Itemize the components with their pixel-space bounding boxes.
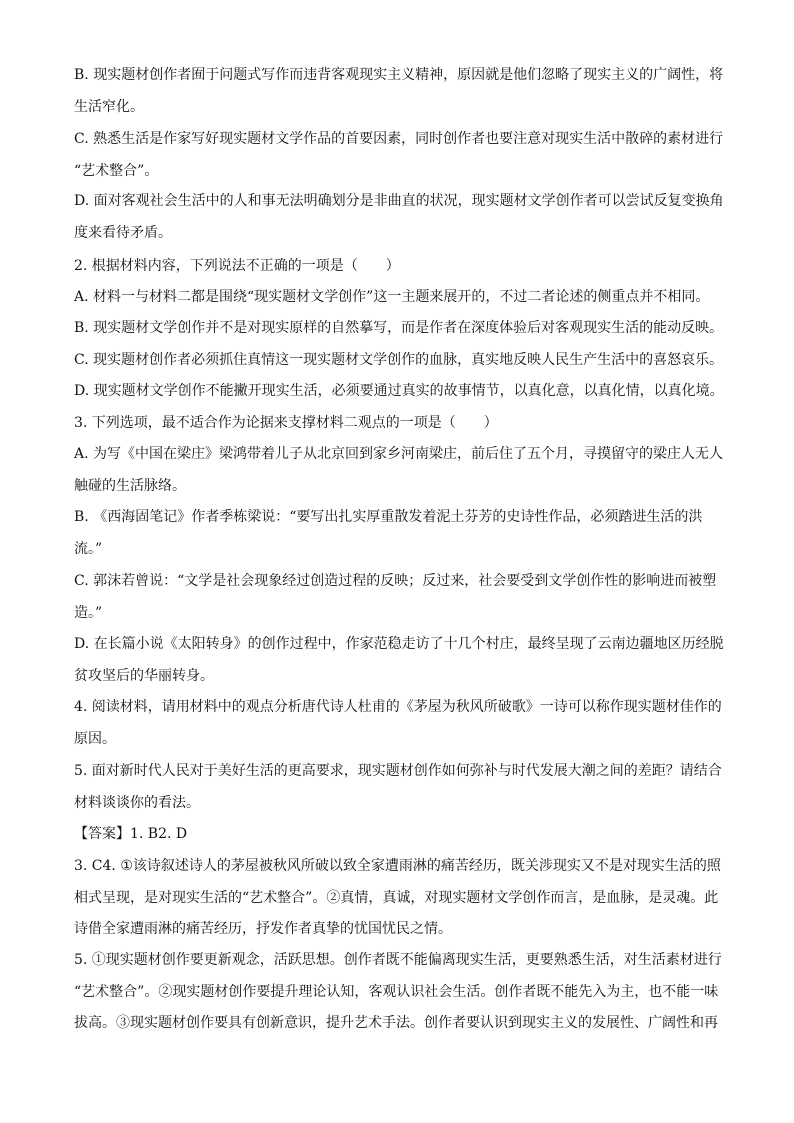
paragraph-q1-option-c: [74, 124, 724, 187]
text-line: “艺术整合”。②现实题材创作要提升理论认知，客观认识社会生活。创作者既不能先入为主，也不能一味: [74, 983, 719, 1000]
text-line: D. 面对客观社会生活中的人和事无法明确划分是非曲直的状况，现实题材文学创作者可以尝试反复变换角: [74, 193, 724, 209]
paragraph-answer-1-2: [74, 819, 724, 851]
text-line: 材料谈谈你的看法。: [74, 794, 200, 811]
text-line: 生活窄化。: [74, 98, 144, 115]
text-line: C. 现实题材创作者必须抓住真情这一现实题材文学创作的血脉，真实地反映人民生产生活中的喜怒哀乐。: [74, 352, 724, 368]
paragraph-q2-option-b: [74, 313, 724, 345]
text-line: 3. C4. ①该诗叙述诗人的茅屋被秋风所破以致全家遭雨淋的痛苦经历，既关涉现实又不是对现实生活的照: [74, 858, 721, 874]
paragraph-q3-option-c: [74, 566, 724, 629]
paragraph-q4-stem: [74, 692, 724, 755]
paragraph-q1-option-d: [74, 186, 724, 249]
text-line: 诗借全家遭雨淋的痛苦经历，抒发作者真挚的忧国忧民之情。: [74, 921, 452, 937]
text-line: 触碰的生活脉络。: [74, 477, 186, 494]
text-line: B. 现实题材文学创作并不是对现实原样的自然摹写，而是作者在深度体验后对客观现实生活的能动反映。: [74, 320, 724, 336]
text-line: B. 现实题材创作者囿于问题式写作而违背客观现实主义精神，原因就是他们忽略了现实主义的广阔性，将: [74, 67, 724, 83]
text-line: 5. 面对新时代人民对于美好生活的更高要求，现实题材创作如何弥补与时代发展大潮之间的差距？请结合: [74, 763, 722, 779]
text-line: “艺术整合”。: [74, 162, 159, 179]
text-line: 原因。: [74, 730, 116, 747]
text-line: 5. ①现实题材创作要更新观念，活跃思想。创作者既不能偏离现实生活，更要熟悉生活，对生活素材进行: [74, 952, 722, 968]
text-line: 拔高。③现实题材创作要具有创新意识，提升艺术手法。创作者要认识到现实主义的发展性、广阔性和再: [74, 1015, 718, 1031]
text-line: C. 熟悉生活是作家写好现实题材文学作品的首要因素，同时创作者也要注意对现实生活中散碎的素材进行: [74, 131, 724, 147]
paragraph-answer-5: [74, 945, 724, 1040]
text-line: 相式呈现，是对现实生活的“艺术整合”。②真情，真诚，对现实题材文学创作而言，是血脉，是灵魂。此: [74, 889, 719, 906]
text-line: A. 材料一与材料二都是围绕“现实题材文学创作”这一主题来展开的，不过二者论述的侧重点并不相同。: [74, 289, 710, 305]
paragraph-q2-option-c: [74, 345, 724, 377]
text-line: 2. 根据材料内容，下列说法不正确的一项是（ ）: [74, 258, 400, 274]
paragraph-q3-stem: [74, 408, 724, 440]
text-line: 【答案】1. B2. D: [74, 826, 188, 842]
text-line: 造。”: [74, 604, 103, 621]
text-line: 3. 下列选项，最不适合作为论据来支撑材料二观点的一项是（ ）: [74, 415, 498, 431]
paragraph-q5-stem: [74, 756, 724, 819]
paragraph-q1-option-b: [74, 60, 724, 123]
text-line: B. 《西海固笔记》作者季栋梁说：“要写出扎实厚重散发着泥土芬芳的史诗性作品，必须踏进生活的洪: [74, 509, 703, 525]
paragraph-q2-stem: [74, 251, 724, 283]
text-line: D. 现实题材文学创作不能撇开现实生活，必须要通过真实的故事情节，以真化意，以真化情，以真化境。: [74, 383, 724, 399]
text-line: 流。”: [74, 540, 103, 557]
text-line: D. 在长篇小说《太阳转身》的创作过程中，作家范稳走访了十几个村庄，最终呈现了云南边疆地区历经脱: [74, 636, 724, 652]
paragraph-q2-option-d: [74, 376, 724, 408]
text-line: 贫攻坚后的华丽转身。: [74, 667, 214, 684]
text-line: C. 郭沫若曾说：“文学是社会现象经过创造过程的反映；反过来，社会要受到文学创作性的影响进而被塑: [74, 573, 717, 589]
paragraph-answer-3-4: [74, 851, 724, 946]
text-line: 4. 阅读材料，请用材料中的观点分析唐代诗人杜甫的《茅屋为秋风所破歌》一诗可以称作现实题材佳作的: [74, 699, 722, 715]
paragraph-q3-option-a: [74, 439, 724, 502]
paragraph-q2-option-a: [74, 282, 724, 314]
text-line: A. 为写《中国在梁庄》梁鸿带着儿子从北京回到家乡河南梁庄，前后住了五个月，寻摸留守的梁庄人无人: [74, 446, 724, 462]
paragraph-q3-option-d: [74, 629, 724, 692]
paragraph-q3-option-b: [74, 502, 724, 565]
text-line: 度来看待矛盾。: [74, 224, 172, 241]
